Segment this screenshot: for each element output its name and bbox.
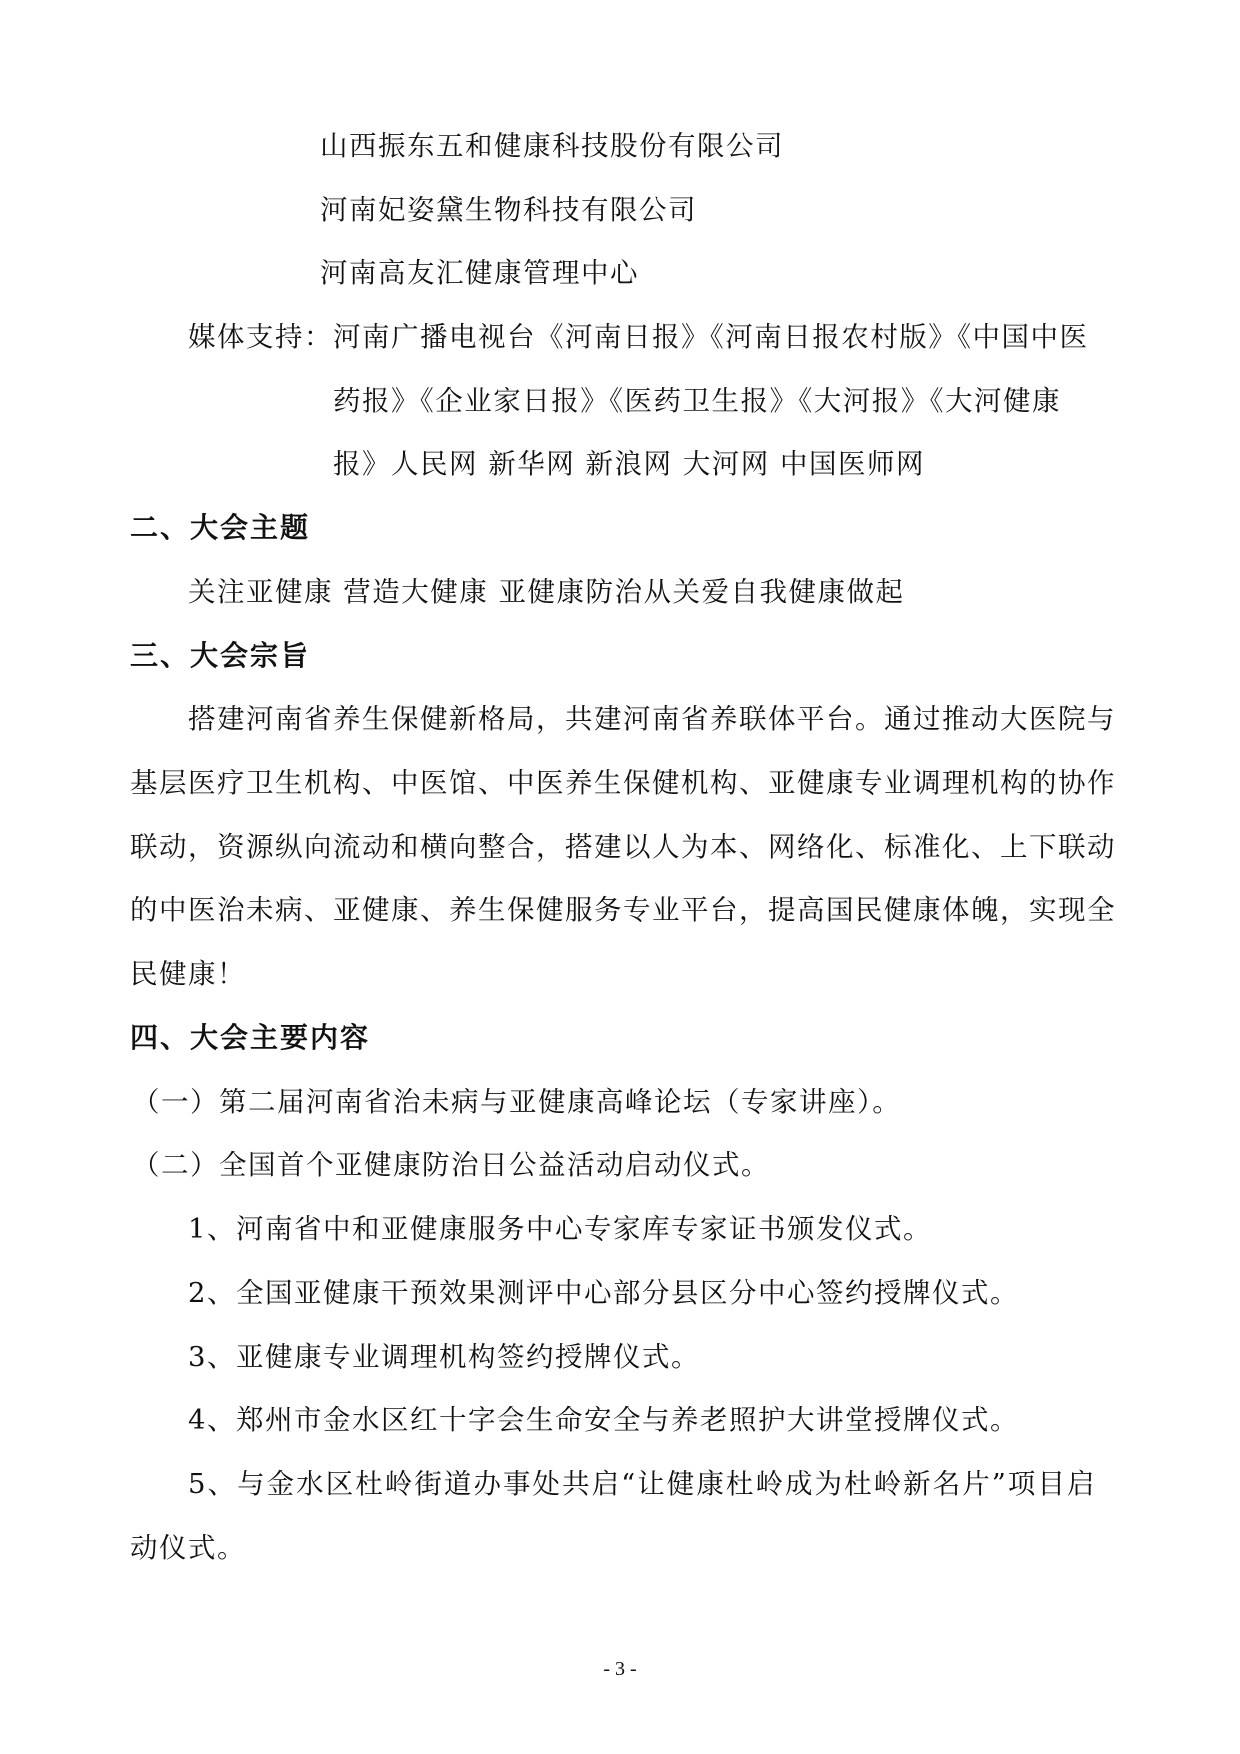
sub-list-item: 3、亚健康专业调理机构签约授牌仪式。 [188, 1341, 700, 1373]
sub-list-item: 2、全国亚健康干预效果测评中心部分县区分中心签约授牌仪式。 [188, 1277, 1019, 1309]
sub-list-item: 4、郑州市金水区红十字会生命安全与养老照护大讲堂授牌仪式。 [188, 1404, 1019, 1436]
sponsor-line: 河南妃姿黛生物科技有限公司 [320, 194, 697, 226]
section-body: 关注亚健康 营造大健康 亚健康防治从关爱自我健康做起 [188, 576, 905, 608]
sponsor-line: 山西振东五和健康科技股份有限公司 [320, 130, 784, 162]
media-label: 媒体支持： [188, 321, 333, 353]
media-line: 报》人民网 新华网 新浪网 大河网 中国医师网 [333, 448, 925, 480]
sub-list-item: 1、河南省中和亚健康服务中心专家库专家证书颁发仪式。 [188, 1213, 932, 1245]
paragraph-line: 基层医疗卫生机构、中医馆、中医养生保健机构、亚健康专业调理机构的协作 [130, 767, 1116, 799]
paragraph-line: 联动，资源纵向流动和横向整合，搭建以人为本、网络化、标准化、上下联动 [130, 831, 1116, 863]
paragraph-line: 的中医治未病、亚健康、养生保健服务专业平台，提高国民健康体魄，实现全 [130, 894, 1116, 926]
paragraph-line: 民健康！ [130, 958, 246, 990]
section-heading: 三、大会宗旨 [130, 639, 311, 672]
paragraph-line: 搭建河南省养生保健新格局，共建河南省养联体平台。通过推动大医院与 [188, 703, 1116, 735]
section-heading: 二、大会主题 [130, 511, 311, 544]
sponsor-line: 河南高友汇健康管理中心 [320, 257, 639, 289]
list-item: （一）第二届河南省治未病与亚健康高峰论坛（专家讲座）。 [132, 1086, 902, 1118]
media-line: 河南广播电视台《河南日报》《河南日报农村版》《中国中医 [333, 321, 1089, 353]
sub-list-item: 动仪式。 [130, 1532, 246, 1564]
list-item: （二）全国首个亚健康防治日公益活动启动仪式。 [132, 1149, 770, 1181]
media-line: 药报》《企业家日报》《医药卫生报》《大河报》《大河健康 [333, 385, 1061, 417]
sub-list-item: 5、与金水区杜岭街道办事处共启“让健康杜岭成为杜岭新名片”项目启 [188, 1468, 1096, 1500]
page-number: - 3 - [603, 1658, 637, 1680]
section-heading: 四、大会主要内容 [130, 1021, 371, 1054]
